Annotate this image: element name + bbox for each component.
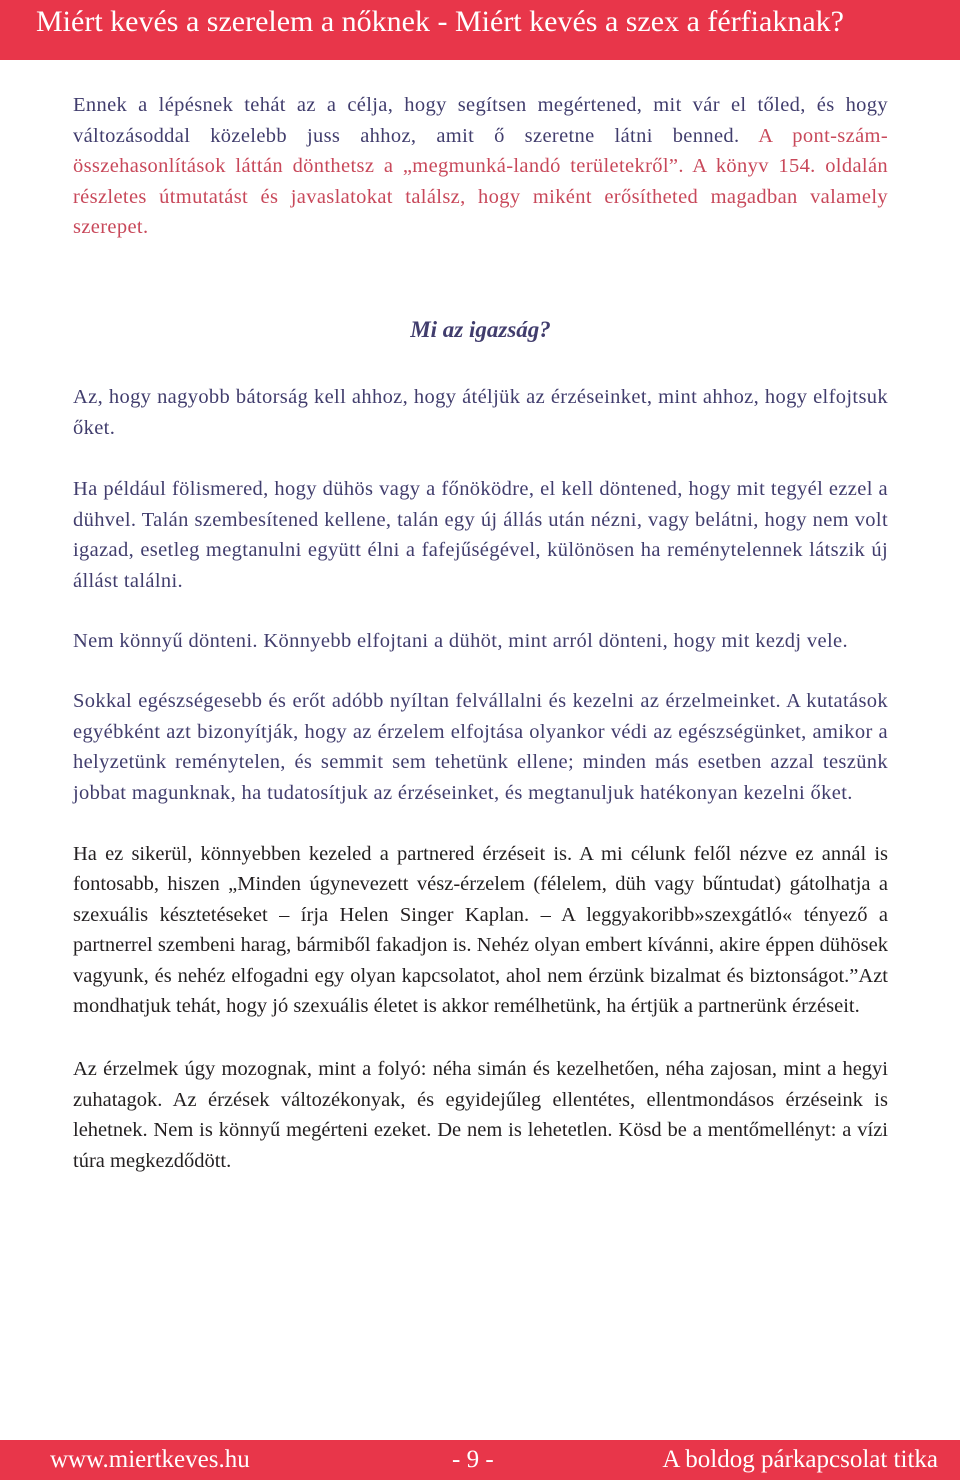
footer-website: www.miertkeves.hu	[50, 1446, 250, 1473]
page-title: Miért kevés a szerelem a nőknek - Miért kevés a szex a férfiaknak?	[36, 5, 844, 38]
section-heading: Mi az igazság?	[410, 316, 551, 342]
paragraph-3: Nem könnyű dönteni. Könnyebb elfojtani a dühöt, mint arról dönteni, hogy mit kezdj vele.	[73, 629, 848, 652]
paragraph-2: Ha például fölismered, hogy dühös vagy a főnöködre, el kell döntened, hogy mit tegyél ezzel a dühvel. Talán szembesítened kellene, talán egy új állás után nézni, vagy belátni, hogy nem volt igazad, esetleg megtanulni együtt élni a fafejűségével, különösen ha reménytelennek látszik új állást találni.	[73, 478, 888, 592]
footer-page-number: - 9 -	[452, 1446, 494, 1473]
footer-book-title: A boldog párkapcsolat titka	[662, 1446, 938, 1473]
paragraph-6: Az érzelmek úgy mozognak, mint a folyó: néha simán és kezelhetően, néha zajosan, mint a hegyi zuhatagok. Az érzések változékonyak, és egyidejűleg ellentétes, ellentmondásos érzéseink is lehetnek. Nem is könnyű megérteni ezeket. De nem is lehetetlen. Kösd be a mentőmellényt: a vízi túra megkezdődött.	[73, 1058, 888, 1172]
page-body	[73, 90, 888, 1176]
paragraph-4: Sokkal egészségesebb és erőt adóbb nyíltan felvállalni és kezelni az érzelmeinket. A kutatások egyébként azt bizonyítják, hogy az érzelem elfojtása olyankor védi az egészségünket, amikor a helyzetünk reménytelen, és semmit sem tehetünk ellene; minden más esetben azzal teszünk jobbat magunknak, ha tudatosítjuk az érzéseinket, és megtanuljuk hatékonyan kezelni őket.	[73, 690, 888, 804]
page-footer	[0, 1440, 960, 1480]
intro-sentence-2: A pont-szám-összehasonlítások láttán dönthetsz a „megmunká-landó területekről”. A könyv 154. oldalán részletes útmutatást és javaslatokat találsz, hogy miként erősítheted magadban valamely szerepet.	[73, 124, 888, 239]
paragraph-1: Az, hogy nagyobb bátorság kell ahhoz, hogy átéljük az érzéseinket, mint ahhoz, hogy elfojtsuk őket.	[73, 385, 888, 439]
paragraph-5: Ha ez sikerül, könnyebben kezeled a partnered érzéseit is. A mi célunk felől nézve ez annál is fontosabb, hiszen „Minden úgynevezett vész-érzelem (félelem, düh vagy bűntudat) gátolhatja a szexuális késztetéseket – írja Helen Singer Kaplan. – A leggyakoribb»szexgátló« tényező a partnerrel szembeni harag, bármiből fakadjon is. Nehéz olyan embert kívánni, akire éppen dühösek vagyunk, és nehéz elfogadni egy olyan kapcsolatot, ahol nem érzünk bizalmat és biztonságot.”Azt mondhatjuk tehát, hogy jó szexuális életet is akkor remélhetünk, ha értjük a partnerünk érzéseit.	[73, 842, 888, 1018]
intro-paragraph	[73, 90, 888, 243]
intro-sentence-1: Ennek a lépésnek tehát az a célja, hogy segítsen megértened, mit vár el tőled, és hogy változásoddal közelebb juss ahhoz, amit ő szeretne látni benned.	[73, 94, 888, 147]
page-header	[0, 0, 960, 60]
